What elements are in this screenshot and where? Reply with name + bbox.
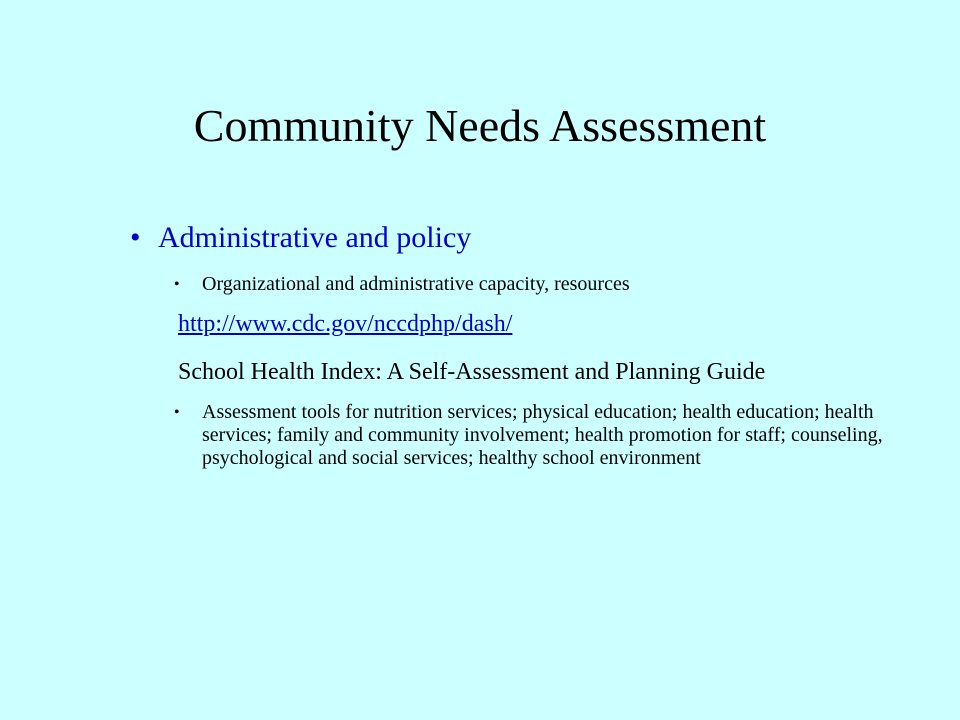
- bullet-icon: •: [174, 404, 180, 421]
- cdc-dash-link[interactable]: http://www.cdc.gov/nccdphp/dash/: [178, 311, 513, 337]
- slide-title: Community Needs Assessment: [193, 100, 767, 151]
- sub-bullet-item-assessment-tools: [174, 401, 890, 470]
- bullet-item-administrative-policy: [130, 215, 890, 261]
- bullet-icon: •: [130, 221, 141, 254]
- slide-body: [130, 215, 890, 470]
- bullet-icon: •: [174, 276, 180, 293]
- bullet-text: Administrative and policy: [158, 221, 472, 254]
- sub-bullet-item-capacity: [174, 273, 890, 296]
- school-health-index-text: School Health Index: A Self-Assessment and Planning Guide: [178, 359, 766, 385]
- link-row: [178, 309, 890, 339]
- sub-bullet-text: Assessment tools for nutrition services; physical education; health education; health services; family and community involvement; health promotion for staff; counseling, psychological and social services; healthy school environment: [202, 401, 883, 469]
- sub-bullet-text: Organizational and administrative capacity, resources: [202, 273, 630, 295]
